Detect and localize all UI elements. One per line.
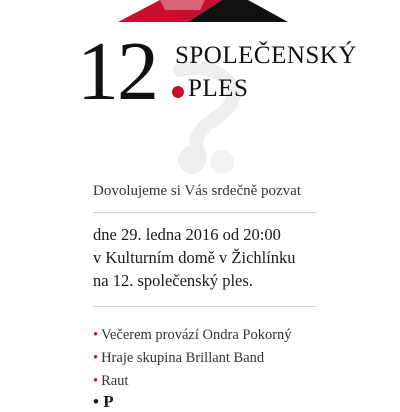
bullet-icon: •: [93, 350, 99, 366]
list-item: • Raut: [93, 373, 129, 389]
cut-off-line: • P: [93, 392, 114, 411]
hat-brim-graphic: [0, 0, 400, 30]
list-item: • Hraje skupina Brillant Band: [93, 350, 265, 366]
divider-top: [93, 212, 317, 213]
event-number: 12: [77, 25, 157, 118]
title-line-1: SPOLEČENSKÝ: [175, 42, 357, 69]
bullet-icon: •: [93, 327, 99, 343]
title-line-2: PLES: [188, 75, 249, 102]
invitation-text: Dovolujeme si Vás srdečně pozvat: [93, 183, 302, 199]
bullet-icon: •: [93, 373, 99, 389]
divider-bottom: [93, 306, 317, 307]
details-event: na 12. společenský ples.: [93, 271, 253, 290]
details-venue: v Kulturním domě v Žichlínku: [93, 248, 296, 267]
list-item: • Večerem provází Ondra Pokorný: [93, 327, 292, 343]
red-dot-icon: [172, 86, 184, 98]
details-date: dne 29. ledna 2016 od 20:00: [93, 225, 281, 244]
event-details: [93, 223, 296, 292]
program-list: [93, 324, 292, 393]
